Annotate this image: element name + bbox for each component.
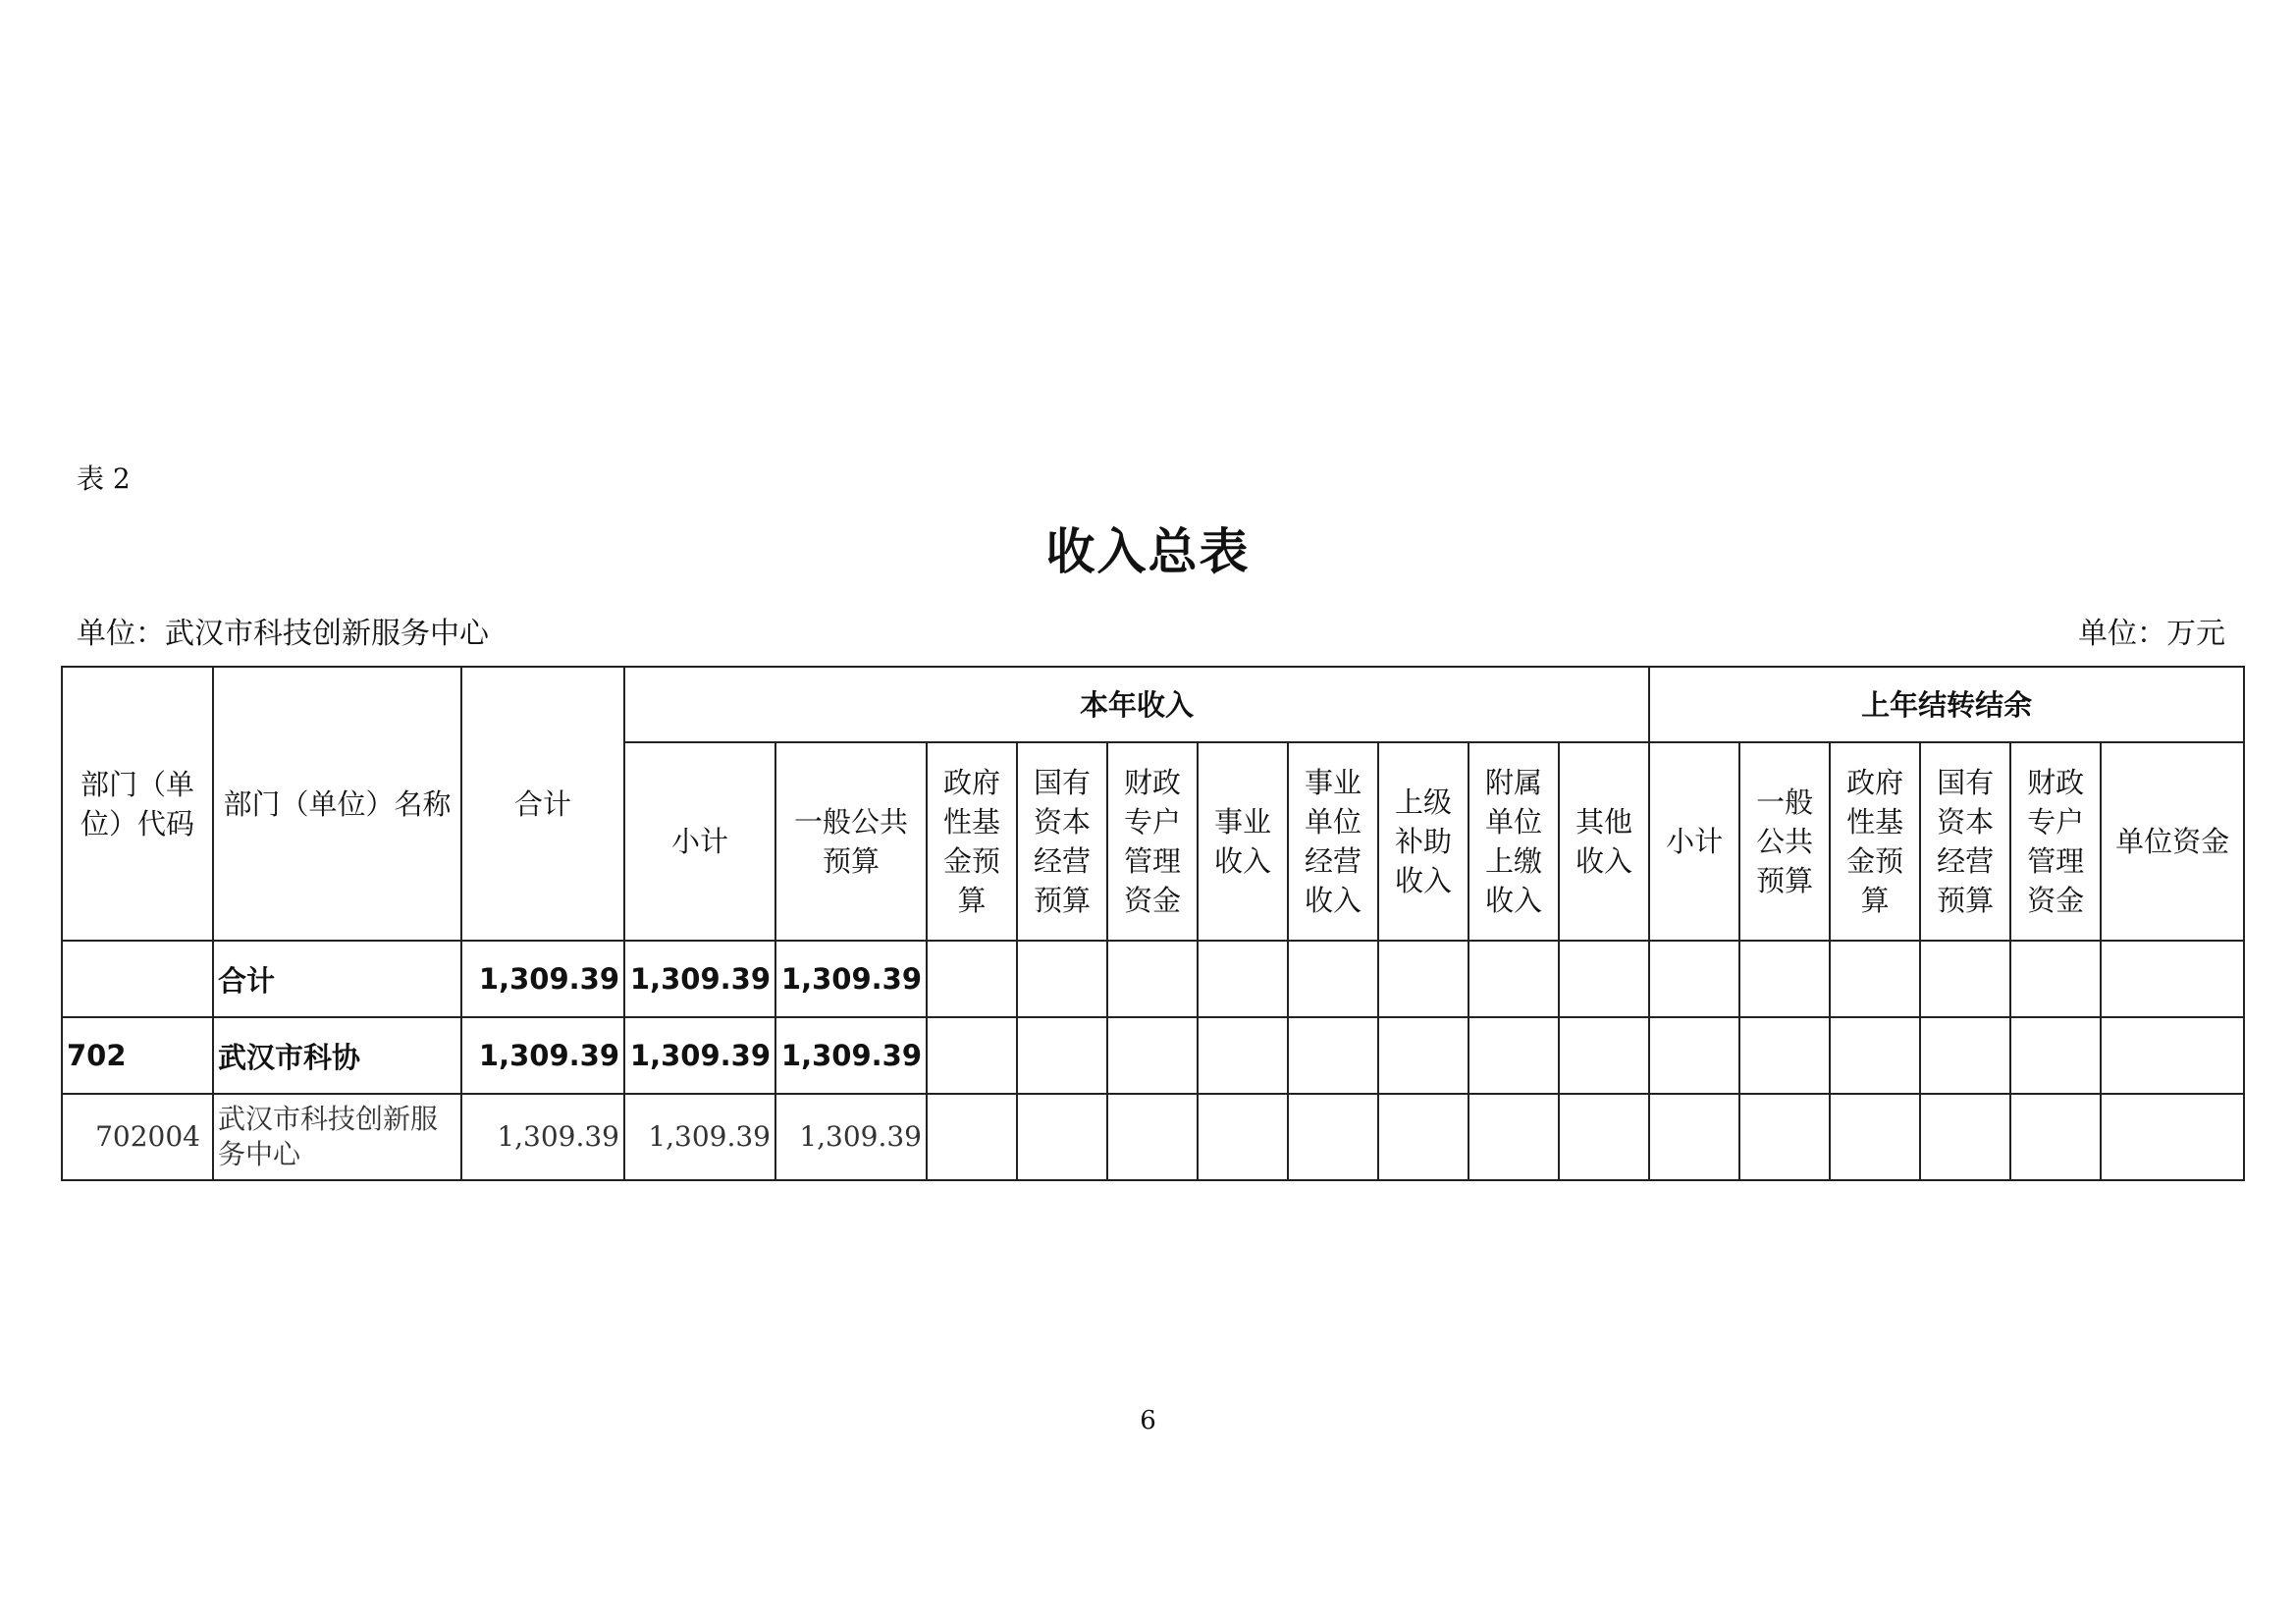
income-summary-table — [61, 666, 2245, 1181]
col-header-current-subtotal: 小计 — [624, 742, 775, 941]
cell-code: 702 — [62, 1017, 213, 1094]
col-header-carry-general-budget: 一般公共预算 — [1739, 742, 1830, 941]
col-header-carry-subtotal: 小计 — [1649, 742, 1739, 941]
col-header-name: 部门（单位）名称 — [213, 667, 461, 941]
unit-currency: 单位：万元 — [2078, 617, 2225, 651]
col-header-carry-fiscal-account: 财政专户管理资金 — [2010, 742, 2101, 941]
page-title: 收入总表 — [1045, 523, 1251, 580]
col-header-current-business-income: 事业收入 — [1198, 742, 1288, 941]
cell-code: 702004 — [62, 1094, 213, 1180]
col-header-current-general-budget: 一般公共预算 — [775, 742, 927, 941]
table-row-unit — [62, 1094, 2244, 1180]
col-header-carry-gov-fund: 政府性基金预算 — [1830, 742, 1920, 941]
col-header-current-gov-fund: 政府性基金预算 — [927, 742, 1017, 941]
col-header-current-superior-subsidy: 上级补助收入 — [1378, 742, 1468, 941]
cell-total: 1,309.39 — [461, 1017, 624, 1094]
col-header-carry-state-capital: 国有资本经营预算 — [1920, 742, 2010, 941]
table-row-department — [62, 1017, 2244, 1094]
cell-current-general-budget: 1,309.39 — [775, 941, 927, 1017]
table-row-total — [62, 941, 2244, 1017]
col-header-current-state-capital: 国有资本经营预算 — [1017, 742, 1107, 941]
cell-current-subtotal: 1,309.39 — [624, 1094, 775, 1180]
table-number: 表 2 — [77, 462, 131, 495]
col-header-current-fiscal-account: 财政专户管理资金 — [1107, 742, 1198, 941]
cell-code — [62, 941, 213, 1017]
cell-current-general-budget: 1,309.39 — [775, 1094, 927, 1180]
cell-total: 1,309.39 — [461, 941, 624, 1017]
cell-current-subtotal: 1,309.39 — [624, 1017, 775, 1094]
cell-name: 合计 — [213, 941, 461, 1017]
cell-total: 1,309.39 — [461, 1094, 624, 1180]
cell-name: 武汉市科技创新服务中心 — [213, 1094, 461, 1180]
cell-current-general-budget: 1,309.39 — [775, 1017, 927, 1094]
col-header-current-operating-income: 事业单位经营收入 — [1288, 742, 1378, 941]
col-header-code: 部门（单位）代码 — [62, 667, 213, 941]
col-header-current-other-income: 其他收入 — [1559, 742, 1649, 941]
col-header-carry-unit-funds: 单位资金 — [2101, 742, 2244, 941]
col-group-carryover: 上年结转结余 — [1649, 667, 2244, 742]
cell-name: 武汉市科协 — [213, 1017, 461, 1094]
cell-current-subtotal: 1,309.39 — [624, 941, 775, 1017]
page-number: 6 — [1140, 1406, 1156, 1435]
col-group-current-income: 本年收入 — [624, 667, 1649, 742]
col-header-current-affiliate-income: 附属单位上缴收入 — [1468, 742, 1559, 941]
col-header-total: 合计 — [461, 667, 624, 941]
unit-organization: 单位：武汉市科技创新服务中心 — [77, 617, 489, 651]
